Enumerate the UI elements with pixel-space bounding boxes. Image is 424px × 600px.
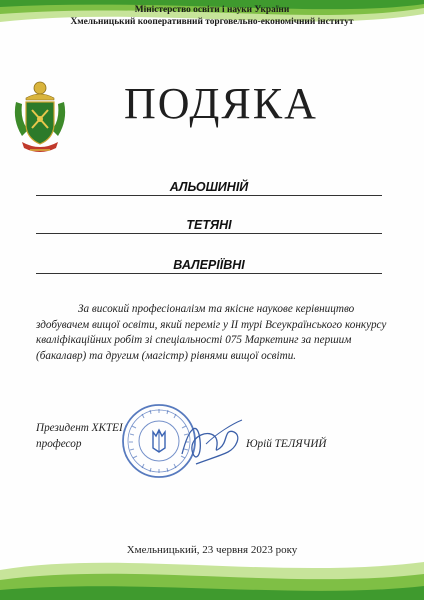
header	[0, 4, 424, 28]
signatory-position: Президент ХКТЕІ	[36, 422, 123, 434]
gratitude-body: За високий професіоналізм та якісне наукове керівництво здобувачем вищої освіти, який переміг у ІІ турі Всеукраїнського конкурсу кваліфікаційних робіт зі спеціальності 075 Маркетинг за першим (бакалавр) та другим (магістр) рівнями вищої освіти.	[36, 303, 387, 362]
recipient-surname: АЛЬОШИНІЙ	[36, 180, 382, 196]
institute-name: Хмельницький кооперативний торговельно-економічний інститут	[70, 17, 354, 27]
recipient-first-name: ТЕТЯНІ	[36, 218, 382, 234]
place-and-date: Хмельницький, 23 червня 2023 року	[126, 544, 298, 556]
institute-emblem-icon	[12, 80, 68, 158]
signatory-name: Юрій ТЕЛЯЧИЙ	[246, 438, 327, 450]
recipient-patronymic: ВАЛЕРІЇВНІ	[36, 258, 382, 274]
signatory-title: професор	[36, 438, 82, 450]
signatory-block	[36, 420, 123, 452]
gratitude-text	[36, 302, 390, 364]
document-title: ПОДЯКА	[124, 79, 318, 128]
ministry-name: Міністерство освіти і науки України	[134, 5, 290, 15]
bottom-wave-decoration	[0, 550, 424, 600]
handwritten-signature	[176, 414, 246, 470]
